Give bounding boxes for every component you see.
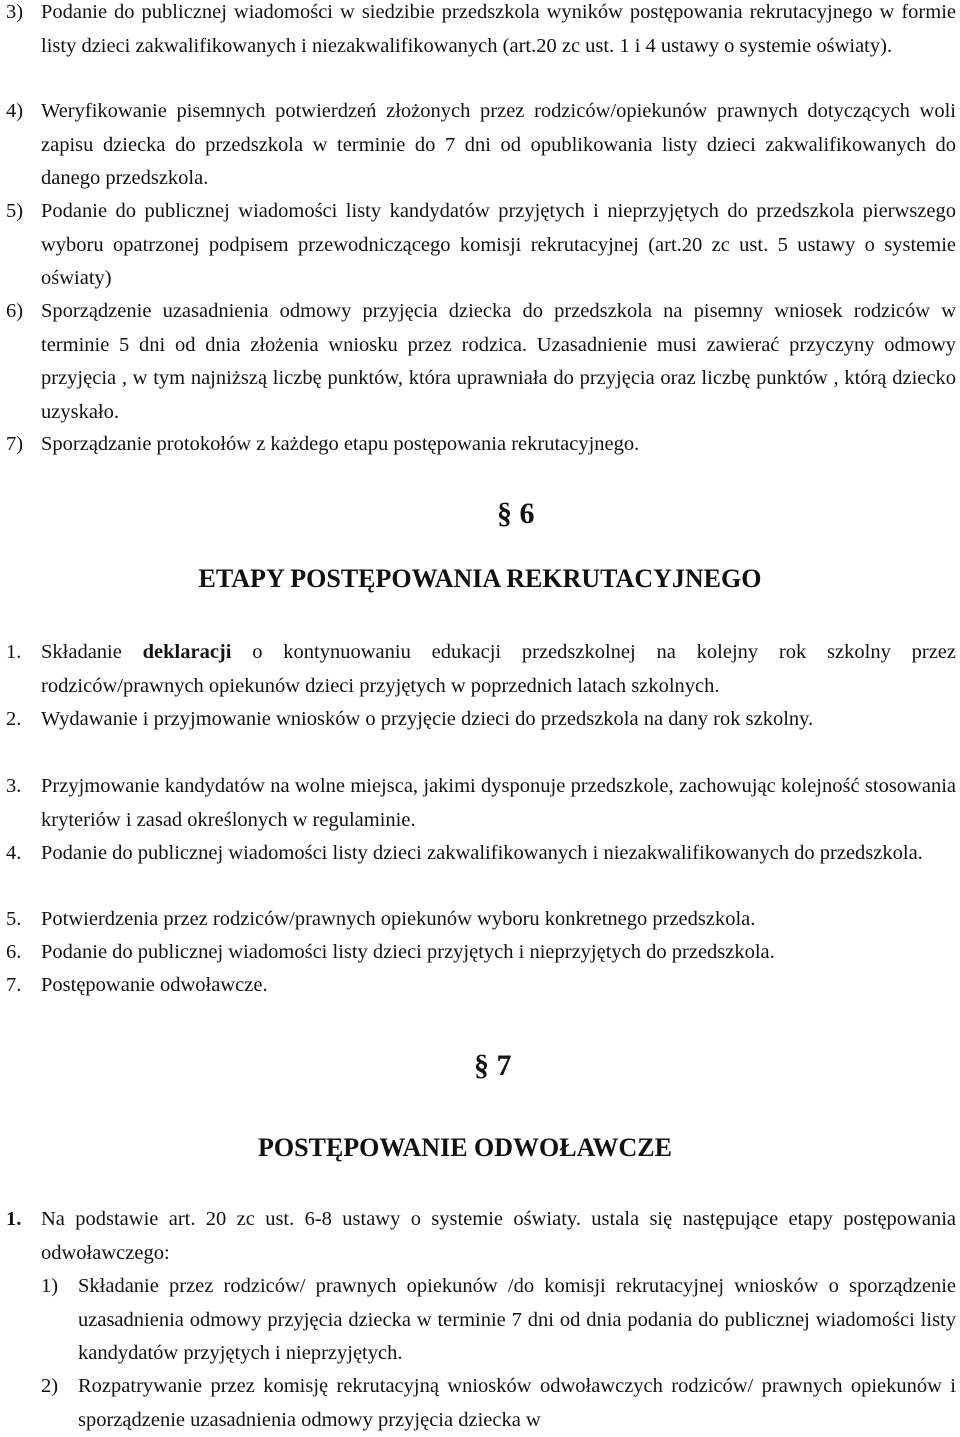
list-item-text: Składanie przez rodziców/ prawnych opiekunów /do komisji rekrutacyjnej wniosków o sporządzenie uzasadnienia odmowy przyjęcia dziecka w terminie 7 dni od dnia podania do publicznej wiadomości listy kandydatów przyjętych i nieprzyjętych. bbox=[78, 1275, 956, 1364]
list-item-text: Postępowanie odwoławcze. bbox=[41, 974, 268, 996]
list-item-number: 2) bbox=[41, 1375, 59, 1397]
list-item bbox=[6, 903, 956, 937]
list-item bbox=[6, 703, 956, 737]
bold-keyword: deklaracji bbox=[142, 641, 232, 663]
list-item-number: 1) bbox=[41, 1275, 59, 1297]
list-item-number: 4) bbox=[6, 100, 24, 122]
list-item-number: 5) bbox=[6, 200, 24, 222]
list-item-text: Przyjmowanie kandydatów na wolne miejsca, jakimi dysponuje przedszkole, zachowując kolejność stosowania kryteriów i zasad określonych w regulaminie. bbox=[41, 775, 956, 831]
list-item bbox=[6, 770, 956, 837]
list-item-text: Rozpatrywanie przez komisję rekrutacyjną wniosków odwoławczych rodziców/ prawnych opiekunów i sporządzenie uzasadnienia odmowy przyjęcia dziecka w bbox=[78, 1375, 956, 1431]
list-item-number: 2. bbox=[6, 708, 22, 730]
list-item bbox=[6, 195, 956, 296]
list-item bbox=[6, 0, 956, 63]
section-6-sign: § 6 bbox=[497, 497, 535, 530]
list-item bbox=[6, 295, 956, 429]
list-item bbox=[6, 936, 956, 970]
list-item bbox=[6, 636, 956, 703]
list-item bbox=[6, 1203, 956, 1270]
list-item-text: Sporządzanie protokołów z każdego etapu postępowania rekrutacyjnego. bbox=[41, 433, 640, 455]
list-item-text: Weryfikowanie pisemnych potwierdzeń złożonych przez rodziców/opiekunów prawnych dotyczących woli zapisu dziecka do przedszkola w terminie do 7 dni od opublikowania listy dzieci zakwalifikowanych do danego przedszkola. bbox=[41, 100, 956, 189]
list-item-number: 1. bbox=[6, 641, 22, 663]
list-item-number: 6) bbox=[6, 300, 24, 322]
list-item-number: 5. bbox=[6, 908, 22, 930]
section-7-sign: § 7 bbox=[474, 1049, 512, 1082]
list-item-text: Podanie do publicznej wiadomości listy kandydatów przyjętych i nieprzyjętych do przedszkola pierwszego wyboru opatrzonej podpisem przewodniczącego komisji rekrutacyjnej (art.20 zc ust. 5 ustawy o systemie oświaty) bbox=[41, 200, 956, 289]
list-item-number: 3. bbox=[6, 775, 22, 797]
list-item bbox=[6, 95, 956, 196]
list-item bbox=[6, 1270, 956, 1371]
list-item-text: Potwierdzenia przez rodziców/prawnych opiekunów wyboru konkretnego przedszkola. bbox=[41, 908, 756, 930]
list-item-text: Składanie deklaracji o kontynuowaniu edukacji przedszkolnej na kolejny rok szkolny przez rodziców/prawnych opiekunów dzieci przyjętych w poprzednich latach szkolnych. bbox=[41, 641, 956, 697]
list-item-number: 1. bbox=[6, 1208, 22, 1230]
list-item-number: 7. bbox=[6, 974, 22, 996]
list-item bbox=[6, 428, 956, 462]
list-item bbox=[6, 837, 956, 871]
list-item-text: Wydawanie i przyjmowanie wniosków o przyjęcie dzieci do przedszkola na dany rok szkolny. bbox=[41, 708, 814, 730]
list-item-text: Sporządzenie uzasadnienia odmowy przyjęcia dziecka do przedszkola na pisemny wniosek rodziców w terminie 5 dni od dnia złożenia wniosku przez rodzica. Uzasadnienie musi zawierać przyczyny odmowy przyjęcia , w tym najniższą liczbę punktów, która uprawniała do przyjęcia oraz liczbę punktów , którą dziecko uzyskało. bbox=[41, 300, 956, 423]
section-6-title: ETAPY POSTĘPOWANIA REKRUTACYJNEGO bbox=[198, 564, 762, 593]
list-item bbox=[6, 1370, 956, 1437]
list-item-text: Podanie do publicznej wiadomości w siedzibie przedszkola wyników postępowania rekrutacyjnego w formie listy dzieci zakwalifikowanych i niezakwalifikowanych (art.20 zc ust. 1 i 4 ustawy o systemie oświaty). bbox=[41, 1, 956, 57]
section-7-title: POSTĘPOWANIE ODWOŁAWCZE bbox=[258, 1133, 672, 1162]
list-item-number: 7) bbox=[6, 433, 24, 455]
list-item-number: 3) bbox=[6, 1, 24, 23]
list-item bbox=[6, 969, 956, 1003]
list-item-number: 4. bbox=[6, 842, 22, 864]
list-item-text: Na podstawie art. 20 zc ust. 6-8 ustawy o systemie oświaty. ustala się następujące etapy postępowania odwoławczego: bbox=[41, 1208, 956, 1264]
list-item-text: Podanie do publicznej wiadomości listy dzieci zakwalifikowanych i niezakwalifikowanych do przedszkola. bbox=[41, 842, 923, 864]
list-item-text: Podanie do publicznej wiadomości listy dzieci przyjętych i nieprzyjętych do przedszkola. bbox=[41, 941, 775, 963]
list-item-number: 6. bbox=[6, 941, 22, 963]
